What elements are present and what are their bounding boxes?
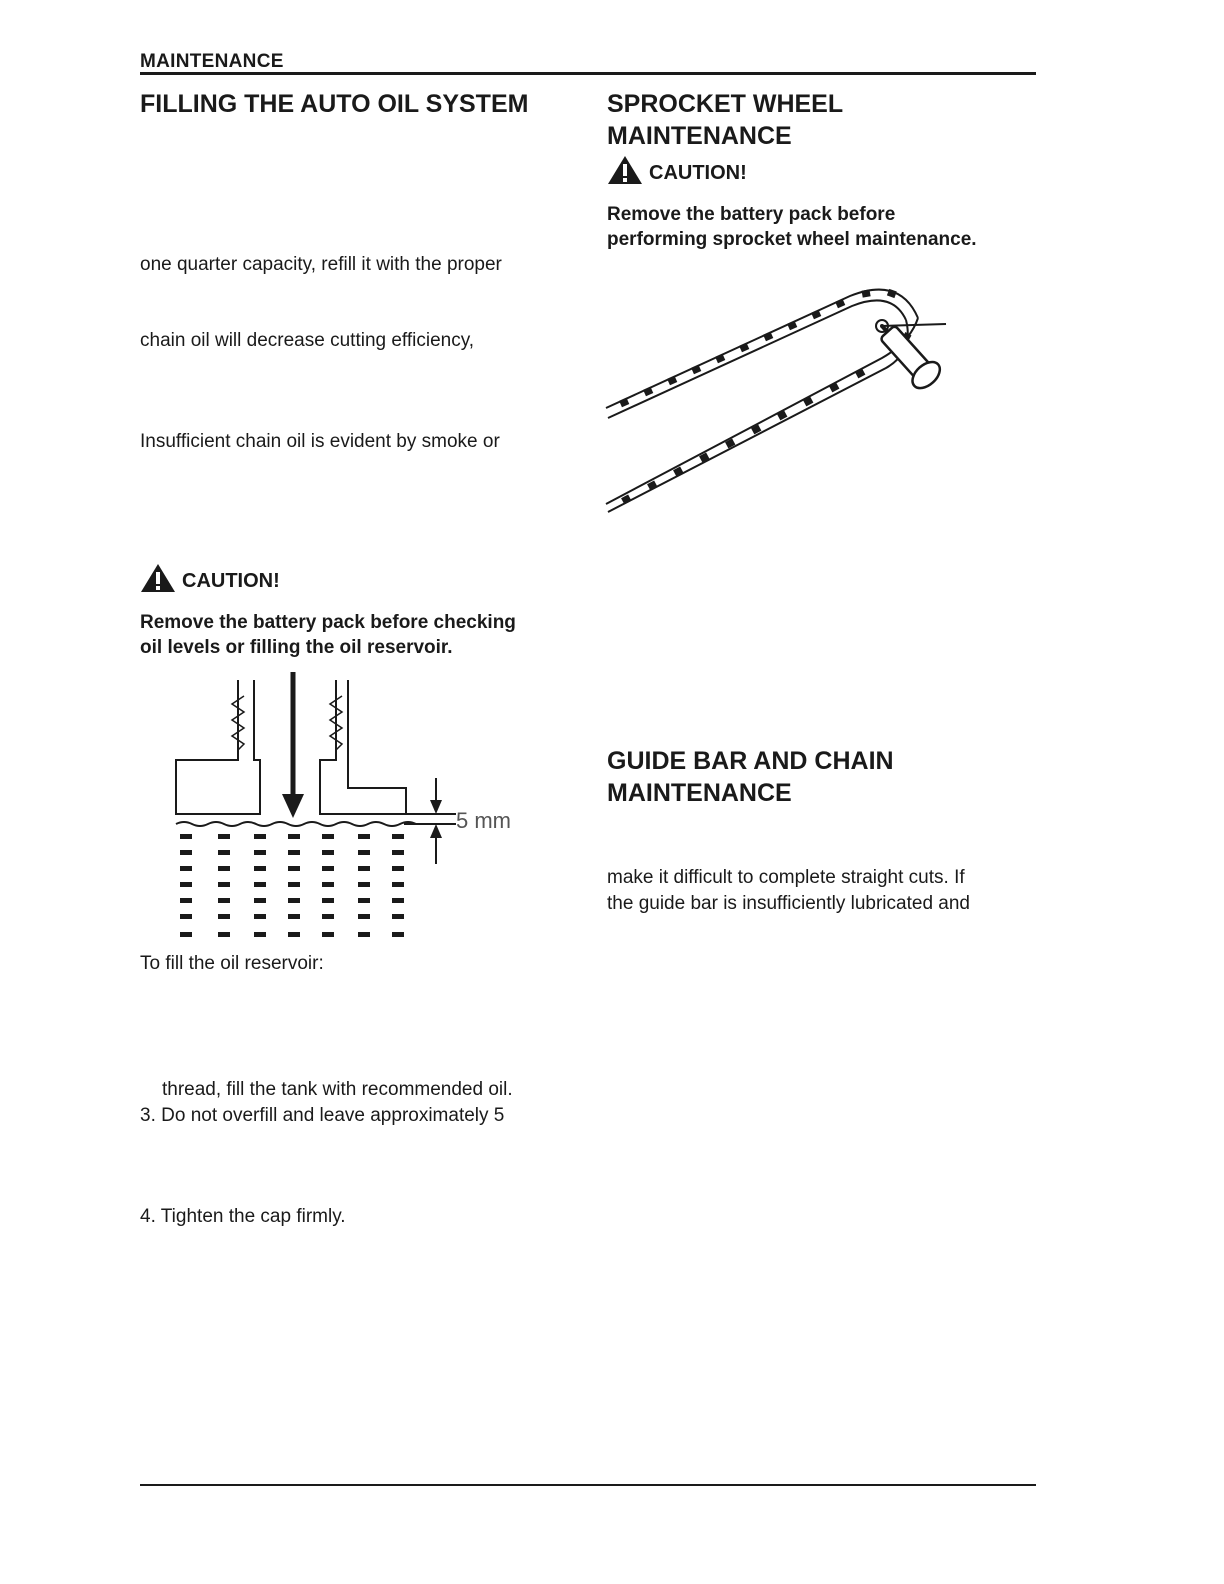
caution-line: Remove the battery pack before checking [140,612,516,633]
header-rule [140,72,1036,75]
body-line: one quarter capacity, refill it with the proper [140,254,502,275]
step-4: 4. Tighten the cap firmly. [140,1206,346,1227]
caution-text: CAUTION! [182,570,280,592]
heading-guide-bar-chain [607,745,894,809]
warning-triangle-icon [607,155,643,185]
oil-level-figure [160,668,550,948]
heading-line: SPROCKET WHEEL [607,90,844,118]
section-header: MAINTENANCE [140,51,284,72]
caution-text: CAUTION! [649,162,747,184]
measure-label: 5 mm [456,808,511,833]
heading-line: MAINTENANCE [607,779,792,807]
fill-intro: To fill the oil reservoir: [140,953,324,974]
footer-rule [140,1484,1036,1486]
body-line: Insufficient chain oil is evident by smoke or [140,431,500,452]
step-3: 3. Do not overfill and leave approximately 5 [140,1105,505,1126]
caution-line: Remove the battery pack before [607,204,896,225]
body-line: chain oil will decrease cutting efficiency, [140,330,475,351]
caution-line: performing sprocket wheel maintenance. [607,229,977,250]
warning-triangle-icon [140,563,176,593]
sprocket-chain-figure [600,278,960,518]
caution-label-sprocket [607,155,747,185]
step-2-tail: thread, fill the tank with recommended oil. [162,1079,513,1100]
body-line: the guide bar is insufficiently lubricated and [607,893,970,914]
heading-auto-oil-system: FILLING THE AUTO OIL SYSTEM [140,90,529,118]
caution-line: oil levels or filling the oil reservoir. [140,637,453,658]
body-line: make it difficult to complete straight cuts. If [607,867,965,888]
heading-line: MAINTENANCE [607,122,792,150]
heading-line: GUIDE BAR AND CHAIN [607,747,894,775]
caution-label-oil [140,563,280,593]
heading-sprocket-wheel [607,88,843,152]
